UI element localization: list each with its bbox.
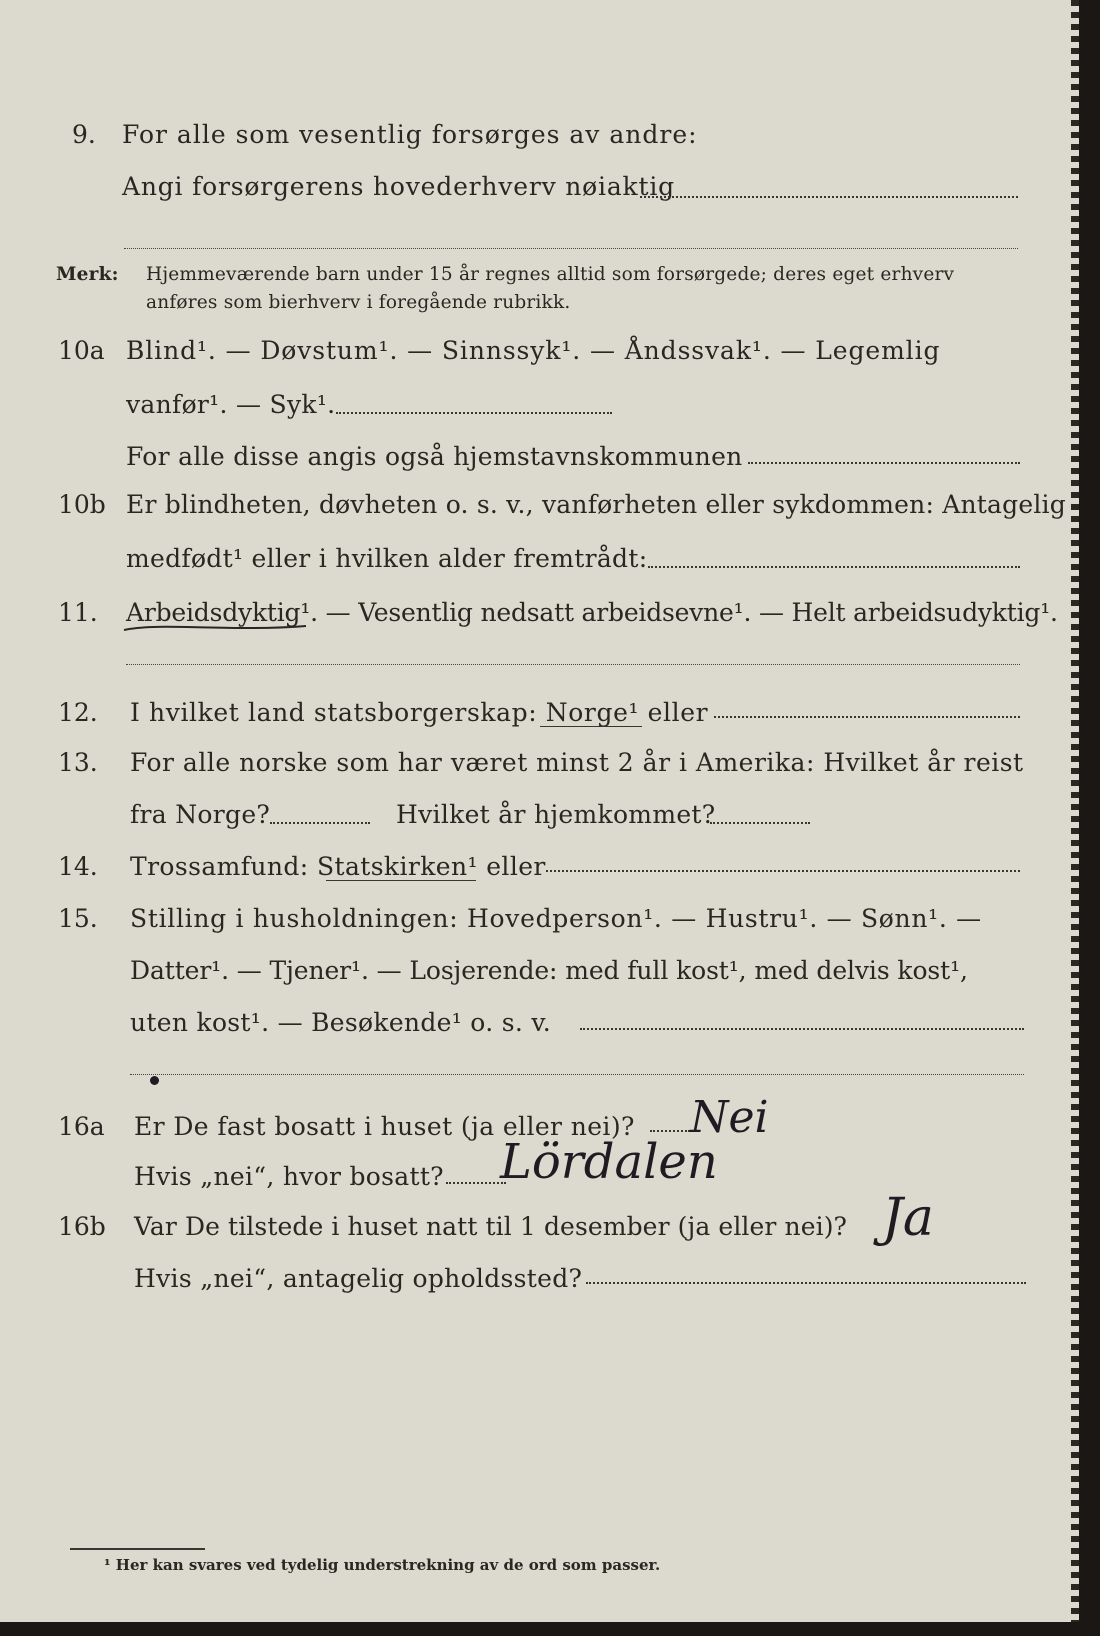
q10a-line3: For alle disse angis også hjemstavnskommunen [126, 442, 743, 471]
q10a-municipality-line [748, 462, 1020, 464]
q15-line2: Datter¹. — Tjener¹. — Losjerende: med full kost¹, med delvis kost¹, [130, 956, 968, 985]
q15-number: 15. [58, 904, 98, 933]
merk-line2: anføres som bierhverv i foregående rubrikk. [146, 292, 571, 313]
q12-answer-line [714, 716, 1020, 718]
q14-number: 14. [58, 852, 98, 881]
q12-norge-underline [540, 726, 642, 727]
q11-line1: Arbeidsdyktig¹. — Vesentlig nedsatt arbeidsevne¹. — Helt arbeidsudyktig¹. [126, 598, 1058, 627]
q13-return-year-line [710, 822, 810, 824]
q16a-handwritten-answer2: Lördalen [500, 1134, 718, 1190]
q9-line2: Angi forsørgerens hovederhverv nøiaktig [122, 172, 675, 201]
q14-line1: Trossamfund: Statskirken¹ eller [130, 852, 546, 881]
q16a-answer2-line [446, 1182, 506, 1184]
q16b-line2: Hvis „nei“, antagelig opholdssted? [134, 1264, 583, 1293]
q14-answer-line [546, 870, 1020, 872]
q9-answer-line-2 [124, 248, 1018, 249]
q11-answer-line [126, 664, 1020, 665]
q10a-answer-line [336, 412, 612, 414]
q12-number: 12. [58, 698, 98, 727]
q15-answer-line [580, 1028, 1024, 1030]
q10b-answer-line [648, 566, 1020, 568]
q16b-handwritten-answer1: Ja [882, 1188, 934, 1248]
q13-number: 13. [58, 748, 98, 777]
q16b-answer-line [586, 1282, 1026, 1284]
q12-line1: I hvilket land statsborgerskap: Norge¹ eller [130, 698, 709, 727]
q15-line3: uten kost¹. — Besøkende¹ o. s. v. [130, 1008, 552, 1037]
q9-line1: For alle som vesentlig forsørges av andre: [122, 120, 698, 149]
footnote: ¹ Her kan svares ved tydelig understrekning av de ord som passer. [104, 1556, 661, 1574]
q13-left-year-line [270, 822, 370, 824]
q13-line2b: Hvilket år hjemkommet? [396, 800, 716, 829]
q11-number: 11. [58, 598, 98, 627]
q14-statskirken-underline [326, 880, 476, 881]
q16a-number: 16a [58, 1112, 105, 1141]
q10b-number: 10b [58, 490, 106, 519]
q10b-line2: medfødt¹ eller i hvilken alder fremtrådt: [126, 544, 648, 573]
q16b-line1: Var De tilstede i huset natt til 1 desember (ja eller nei)? [134, 1212, 848, 1241]
q10b-line1: Er blindheten, døvheten o. s. v., vanførheten eller sykdommen: Antagelig [126, 490, 1066, 519]
q13-line2a: fra Norge? [130, 800, 271, 829]
q11-handwritten-underline [120, 618, 310, 638]
q16a-answer1-line [650, 1130, 690, 1132]
q10a-line2: vanfør¹. — Syk¹. [126, 390, 336, 419]
q16a-line2: Hvis „nei“, hvor bosatt? [134, 1162, 444, 1191]
q9-number: 9. [72, 120, 96, 149]
q10a-number: 10a [58, 336, 105, 365]
q15-answer-line-2 [130, 1074, 1024, 1075]
merk-line1: Hjemmeværende barn under 15 år regnes alltid som forsørgede; deres eget erhverv [146, 264, 955, 285]
footnote-rule [70, 1548, 205, 1550]
q16b-number: 16b [58, 1212, 106, 1241]
merk-label: Merk: [56, 264, 119, 285]
q10a-line1: Blind¹. — Døvstum¹. — Sinnssyk¹. — Åndssvak¹. — Legemlig [126, 336, 941, 365]
q16a-handwritten-answer1: Nei [690, 1092, 769, 1143]
q9-answer-line [640, 196, 1018, 198]
ink-dot [150, 1076, 159, 1085]
q15-line1: Stilling i husholdningen: Hovedperson¹. — Hustru¹. — Sønn¹. — [130, 904, 982, 933]
q13-line1: For alle norske som har været minst 2 år i Amerika: Hvilket år reist [130, 748, 1024, 777]
q16a-line1: Er De fast bosatt i huset (ja eller nei)? [134, 1112, 635, 1141]
